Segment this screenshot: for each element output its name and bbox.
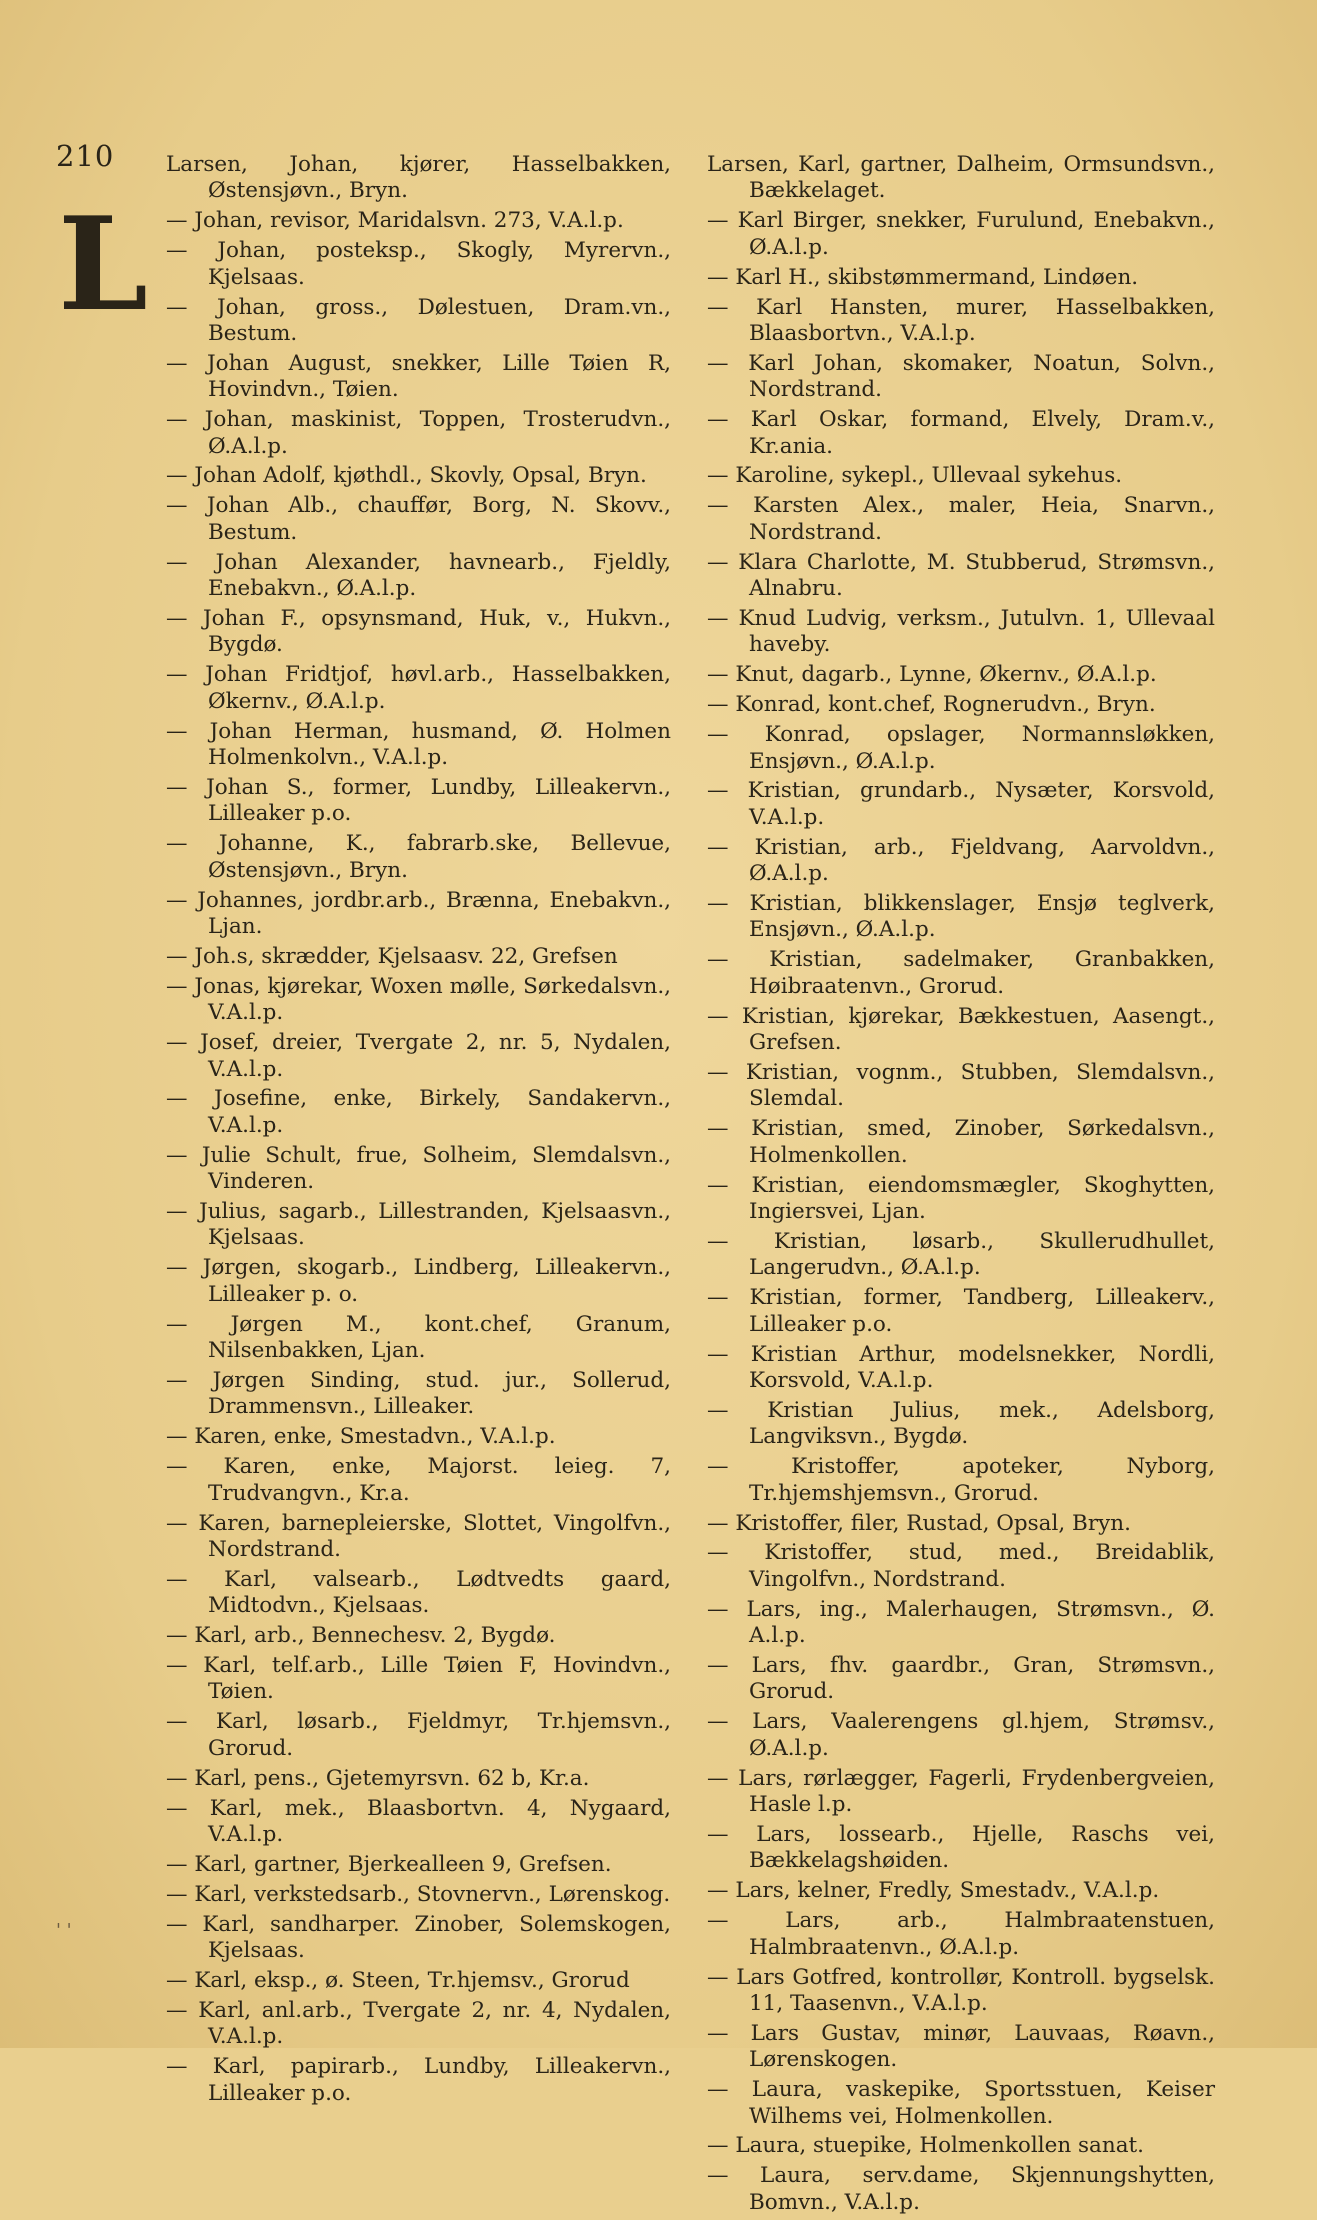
directory-entry: — Konrad, kont.chef, Rognerudvn., Bryn. (707, 692, 1156, 718)
directory-entry: — Johannes, jordbr.arb., Brænna, Enebakvn., Ljan. (166, 887, 671, 939)
directory-entry: — Karen, barnepleierske, Slottet, Vingolfvn., Nordstrand. (166, 1510, 671, 1562)
directory-entry: — Kristian, sadelmaker, Granbakken, Høibraatenvn., Grorud. (707, 947, 1215, 999)
directory-entry: — Karen, enke, Smestadvn., V.A.l.p. (166, 1424, 556, 1450)
directory-entry: — Johan, gross., Dølestuen, Dram.vn., Bestum. (166, 294, 671, 346)
directory-entry: — Jørgen, skogarb., Lindberg, Lilleakervn., Lilleaker p. o. (166, 1255, 671, 1307)
directory-entry: — Lars, fhv. gaardbr., Gran, Strømsvn., Grorud. (707, 1653, 1215, 1705)
directory-entry: — Karl, løsarb., Fjeldmyr, Tr.hjemsvn., Grorud. (166, 1709, 671, 1761)
directory-entry: — Karl, verkstedsarb., Stovnervn., Lørenskog. (166, 1881, 671, 1907)
directory-entry: — Kristian, vognm., Stubben, Slemdalsvn., Slemdal. (707, 1060, 1215, 1112)
directory-entry: — Kristian, løsarb., Skullerudhullet, Langerudvn., Ø.A.l.p. (707, 1228, 1215, 1281)
directory-entry: — Johan F., opsynsmand, Huk, v., Hukvn., Bygdø. (166, 606, 671, 658)
directory-entry: — Karl, pens., Gjetemyrsvn. 62 b, Kr.a. (166, 1765, 590, 1791)
directory-entry: — Kristian, kjørekar, Bækkestuen, Aasengt., Grefsen. (707, 1003, 1215, 1056)
directory-entry: — Lars, Vaalerengens gl.hjem, Strømsv., Ø.A.l.p. (707, 1709, 1215, 1761)
directory-entry: — Johan Adolf, kjøthdl., Skovly, Opsal, Bryn. (166, 463, 647, 489)
directory-entry: — Karl, sandharper. Zinober, Solemskogen, Kjelsaas. (166, 1911, 671, 1964)
directory-entry: — Karen, enke, Majorst. leieg. 7, Trudvangvn., Kr.a. (166, 1454, 671, 1506)
directory-entry: — Kristian, smed, Zinober, Sørkedalsvn., Holmenkollen. (707, 1116, 1215, 1168)
directory-entry: — Johanne, K., fabrarb.ske, Bellevue, Østensjøvn., Bryn. (166, 831, 671, 883)
directory-entry: — Laura, vaskepike, Sportsstuen, Keiser Wilhems vei, Holmenkollen. (707, 2077, 1215, 2129)
directory-entry: — Karsten Alex., maler, Heia, Snarvn., Nordstrand. (707, 493, 1215, 545)
page-number: 210 (56, 139, 115, 173)
directory-entry: — Julius, sagarb., Lillestranden, Kjelsaasvn., Kjelsaas. (166, 1199, 671, 1251)
right-column (707, 152, 1215, 2220)
directory-entry: — Knut, dagarb., Lynne, Økernv., Ø.A.l.p. (707, 662, 1157, 688)
directory-entry: — Jørgen Sinding, stud. jur., Sollerud, Drammensvn., Lilleaker. (166, 1367, 671, 1420)
directory-entry: — Klara Charlotte, M. Stubberud, Strømsvn., Alnabru. (707, 549, 1215, 602)
directory-entry: — Kristian, grundarb., Nysæter, Korsvold, V.A.l.p. (707, 778, 1215, 830)
directory-entry: — Johan S., former, Lundby, Lilleakervn., Lilleaker p.o. (166, 774, 671, 827)
directory-entry: — Lars, arb., Halmbraatenstuen, Halmbraatenvn., Ø.A.l.p. (707, 1908, 1215, 1960)
directory-entry: — Karoline, sykepl., Ullevaal sykehus. (707, 463, 1123, 489)
directory-entry: — Lars, rørlægger, Fagerli, Frydenbergveien, Hasle l.p. (707, 1765, 1215, 1818)
directory-entry: — Kristoffer, filer, Rustad, Opsal, Bryn. (707, 1510, 1131, 1536)
directory-entry: — Johan Alexander, havnearb., Fjeldly, Enebakvn., Ø.A.l.p. (166, 549, 671, 602)
directory-entry: — Johan Fridtjof, høvl.arb., Hasselbakken, Økernv., Ø.A.l.p. (166, 662, 671, 714)
directory-entry: — Konrad, opslager, Normannsløkken, Ensjøvn., Ø.A.l.p. (707, 722, 1215, 774)
directory-entry: — Kristian, arb., Fjeldvang, Aarvoldvn., Ø.A.l.p. (707, 834, 1215, 887)
directory-entry: — Karl, papirarb., Lundby, Lilleakervn., Lilleaker p.o. (166, 2054, 671, 2106)
directory-entry: — Karl, mek., Blaasbortvn. 4, Nygaard, V.A.l.p. (166, 1795, 671, 1847)
directory-entry: — Julie Schult, frue, Solheim, Slemdalsvn., Vinderen. (166, 1142, 671, 1195)
directory-entry: — Karl H., skibstømmermand, Lindøen. (707, 264, 1139, 290)
directory-entry: Larsen, Karl, gartner, Dalheim, Ormsundsvn., Bækkelaget. (707, 152, 1215, 204)
directory-entry: — Karl Birger, snekker, Furulund, Enebakvn., Ø.A.l.p. (707, 208, 1215, 260)
directory-entry: — Karl, eksp., ø. Steen, Tr.hjemsv., Grorud (166, 1968, 630, 1993)
directory-entry: — Kristian Julius, mek., Adelsborg, Langviksvn., Bygdø. (707, 1397, 1215, 1450)
directory-entry: — Kristoffer, apoteker, Nyborg, Tr.hjemshjemsvn., Grorud. (707, 1454, 1215, 1506)
directory-entry: — Lars, ing., Malerhaugen, Strømsvn., Ø. A.l.p. (707, 1596, 1215, 1649)
directory-entry: Larsen, Johan, kjører, Hasselbakken, Østensjøvn., Bryn. (166, 152, 671, 204)
directory-entry: — Kristian, blikkenslager, Ensjø teglverk, Ensjøvn., Ø.A.l.p. (707, 891, 1215, 943)
directory-entry: — Johan, revisor, Maridalsvn. 273, V.A.l.p. (166, 208, 624, 234)
directory-entry: — Johan August, snekker, Lille Tøien R, Hovindvn., Tøien. (166, 350, 671, 403)
directory-entry: — Karl, gartner, Bjerkealleen 9, Grefsen. (166, 1851, 612, 1877)
directory-entry: — Jonas, kjørekar, Woxen mølle, Sørkedalsvn., V.A.l.p. (166, 973, 671, 1026)
directory-entry: — Karl, arb., Bennechesv. 2, Bygdø. (166, 1623, 556, 1649)
directory-entry: — Karl, valsearb., Lødtvedts gaard, Midtodvn., Kjelsaas. (166, 1566, 671, 1619)
edge-mark: ' ' (56, 1920, 72, 1941)
directory-entry: — Kristian, eiendomsmægler, Skoghytten, Ingiersvei, Ljan. (707, 1172, 1215, 1225)
directory-entry: — Johan, maskinist, Toppen, Trosterudvn., Ø.A.l.p. (166, 407, 671, 459)
directory-entry: — Johan Alb., chauffør, Borg, N. Skovv., Bestum. (166, 493, 671, 545)
directory-entry: — Kristoffer, stud, med., Breidablik, Vingolfvn., Nordstrand. (707, 1540, 1215, 1592)
directory-entry: — Karl, anl.arb., Tvergate 2, nr. 4, Nydalen, V.A.l.p. (166, 1997, 671, 2050)
directory-entry: — Karl Hansten, murer, Hasselbakken, Blaasbortvn., V.A.l.p. (707, 294, 1215, 346)
directory-entry: — Josefine, enke, Birkely, Sandakervn., V.A.l.p. (166, 1086, 671, 1138)
directory-entry: — Joh.s, skrædder, Kjelsaasv. 22, Grefsen (166, 943, 618, 969)
directory-entry: — Johan Herman, husmand, Ø. Holmen Holmenkolvn., V.A.l.p. (166, 718, 671, 771)
left-column (166, 152, 671, 2111)
directory-entry: — Lars, kelner, Fredly, Smestadv., V.A.l.p. (707, 1878, 1160, 1904)
directory-entry: — Kristian, former, Tandberg, Lilleakerv., Lilleaker p.o. (707, 1285, 1215, 1337)
directory-entry: — Laura, serv.dame, Skjennungshytten, Bomvn., V.A.l.p. (707, 2163, 1215, 2215)
directory-entry: — Lars Gustav, minør, Lauvaas, Røavn., Lørenskogen. (707, 2020, 1215, 2073)
directory-entry: — Josef, dreier, Tvergate 2, nr. 5, Nydalen, V.A.l.p. (166, 1030, 671, 1082)
section-letter: L (58, 190, 148, 340)
directory-entry: — Jørgen M., kont.chef, Granum, Nilsenbakken, Ljan. (166, 1311, 671, 1364)
directory-entry: — Karl Johan, skomaker, Noatun, Solvn., Nordstrand. (707, 350, 1215, 403)
directory-entry: — Karl, telf.arb., Lille Tøien F, Hovindvn., Tøien. (166, 1653, 671, 1705)
directory-entry: — Laura, stuepike, Holmenkollen sanat. (707, 2133, 1144, 2159)
directory-entry: — Kristian Arthur, modelsnekker, Nordli, Korsvold, V.A.l.p. (707, 1341, 1215, 1393)
directory-entry: — Lars, lossearb., Hjelle, Raschs vei, Bækkelagshøiden. (707, 1821, 1215, 1874)
directory-entry: — Lars Gotfred, kontrollør, Kontroll. bygselsk. 11, Taasenvn., V.A.l.p. (707, 1964, 1215, 2016)
directory-entry: — Johan, posteksp., Skogly, Myrervn., Kjelsaas. (166, 238, 671, 290)
directory-entry: — Knud Ludvig, verksm., Jutulvn. 1, Ullevaal haveby. (707, 606, 1215, 658)
directory-entry: — Karl Oskar, formand, Elvely, Dram.v., Kr.ania. (707, 407, 1215, 459)
